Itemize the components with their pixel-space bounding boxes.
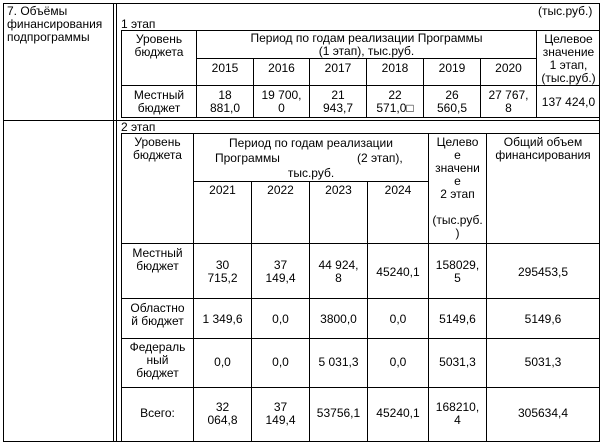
s1-header-bottom <box>121 85 600 86</box>
s1-bottom-border <box>121 117 600 118</box>
s2-total-cell: 295453,5 <box>517 265 569 279</box>
s2-cell: 0,0 <box>272 355 289 369</box>
s2-header-period-l2a: Программы <box>215 151 280 165</box>
s2-header-target: Целево е значени е 2 этап (тыс.руб. ) <box>432 135 483 240</box>
s2-row-label: Федераль ный бюджет <box>129 340 186 380</box>
section-title <box>7 5 102 44</box>
s1-header-target: Целевое значение 1 этап, (тыс.руб.) <box>541 32 596 85</box>
s2-cell: 0,0 <box>214 355 231 369</box>
s2-header-period-l3: тыс.руб. <box>287 166 335 180</box>
s2-cell: 45240,1 <box>376 265 420 279</box>
outer-top-border <box>3 3 600 4</box>
section-title-line2: финансирования <box>7 17 103 31</box>
main-divider-inner <box>116 3 117 442</box>
s1-header-level: Уровень бюджета <box>134 32 184 59</box>
s2-row-label: Областно й бюджет <box>130 301 185 328</box>
s2-target-cell: 158029, 5 <box>435 258 480 285</box>
s2-year: 2021 <box>209 183 236 197</box>
s2-col-line <box>486 133 487 442</box>
s2-col-line <box>367 181 368 442</box>
s1-year: 2016 <box>268 61 295 75</box>
unit-note: (тыс.руб.) <box>538 4 593 18</box>
s1-cell: 19 700, 0 <box>261 88 302 115</box>
s2-row-label: Всего: <box>140 406 175 420</box>
s1-year: 2020 <box>495 61 522 75</box>
s2-cell: 5 031,3 <box>318 355 359 369</box>
s2-header-level: Уровень бюджета <box>133 135 182 162</box>
section-title-line3: подпрограммы <box>7 30 90 44</box>
s2-target-cell: 5031,3 <box>439 355 476 369</box>
s2-year: 2022 <box>267 183 294 197</box>
s1-year: 2015 <box>211 61 239 75</box>
s2-cell: 1 349,6 <box>202 312 243 326</box>
s2-total-cell: 305634,4 <box>517 406 569 420</box>
s2-year: 2024 <box>384 183 412 197</box>
s2-cell: 53756,1 <box>316 406 361 420</box>
s2-header-period-l2b: (2 этап), <box>357 151 403 165</box>
section-title-line1: 7. Объёмы <box>7 4 68 18</box>
s2-cell: 32 064,8 <box>207 400 238 427</box>
stage-split-line <box>3 120 600 121</box>
s2-row-label: Местный бюджет <box>132 246 183 273</box>
s2-year-line <box>193 181 428 182</box>
s1-cell: 26 560,5 <box>436 88 468 115</box>
s2-year: 2023 <box>325 183 352 197</box>
s2-header-total: Общий объем финансирования <box>495 135 591 162</box>
s2-cell: 30 715,2 <box>207 258 238 285</box>
stage2-label: 2 этап <box>121 120 156 134</box>
s2-total-cell: 5149,6 <box>524 312 562 326</box>
stage1-label: 1 этап <box>121 17 156 31</box>
s2-total-cell: 5031,3 <box>524 355 562 369</box>
s2-header-period-l1: Период по годам реализации <box>229 136 393 150</box>
s2-cell: 3800,0 <box>320 312 357 326</box>
s2-cell: 0,0 <box>272 312 289 326</box>
s1-cell: 21 943,7 <box>322 88 354 115</box>
s1-year: 2019 <box>438 61 466 75</box>
s1-row-label: Местный бюджет <box>133 88 185 115</box>
s2-cell: 44 924, 8 <box>318 258 359 285</box>
s2-cell: 45240,1 <box>376 406 420 420</box>
outer-bottom-border <box>3 441 600 442</box>
s2-left-border <box>121 133 122 442</box>
s1-year: 2017 <box>324 61 352 75</box>
s1-target-value: 137 424,0 <box>541 95 596 109</box>
main-divider <box>113 3 114 442</box>
s2-cell: 37 149,4 <box>265 400 296 427</box>
outer-left-border <box>3 3 4 442</box>
s1-year: 2018 <box>381 61 409 75</box>
s1-cell: 22 571,0□ <box>376 88 414 115</box>
s1-cell: 18 881,0 <box>209 88 241 115</box>
s2-cell: 37 149,4 <box>265 258 296 285</box>
s2-col-line <box>309 181 310 442</box>
s1-cell: 27 767, 8 <box>488 88 529 115</box>
s2-target-cell: 168210, 4 <box>435 400 480 427</box>
s1-header-period: Период по годам реализации Программы (1 этап), тыс.руб. <box>250 31 483 58</box>
s2-target-cell: 5149,6 <box>439 312 476 326</box>
s2-cell: 0,0 <box>389 312 407 326</box>
s2-cell: 0,0 <box>389 355 407 369</box>
